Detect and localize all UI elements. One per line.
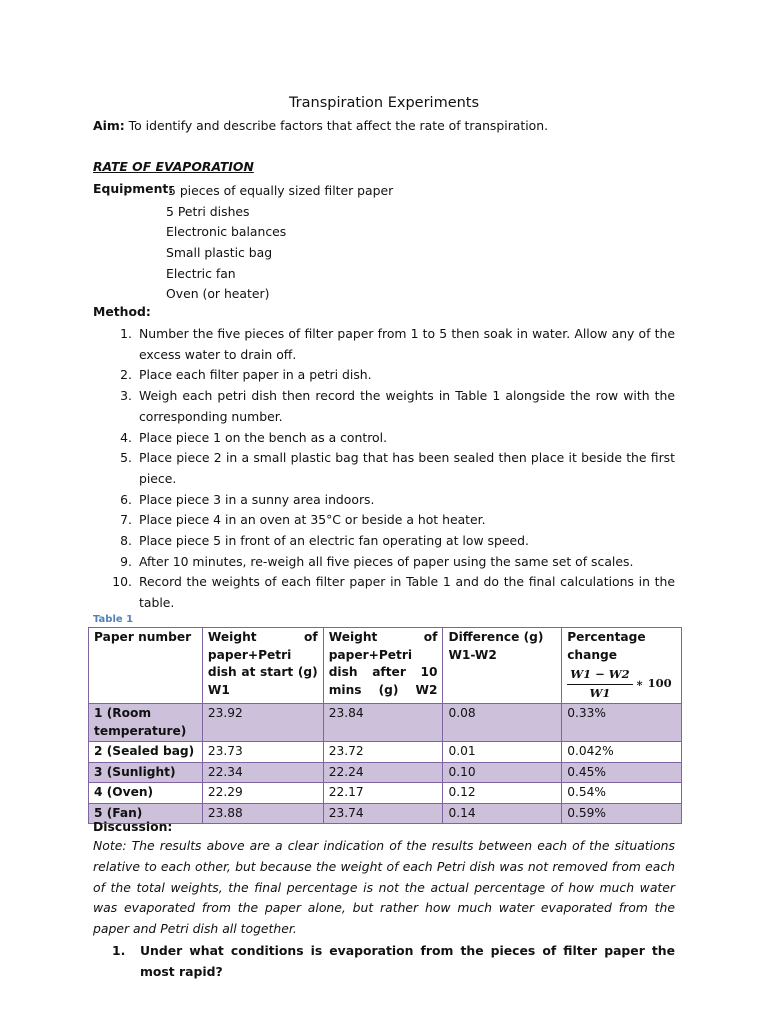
table-row [89,762,682,783]
aim-label: Aim: [93,118,125,133]
equipment-item: 5 Petri dishes [166,203,250,219]
aim-text: To identify and describe factors that affect the rate of transpiration. [128,118,549,133]
cell-paper: 1 (Room temperature) [89,704,203,742]
discussion-label: Discussion: [93,819,173,834]
cell-w2: 22.24 [323,762,443,783]
cell-paper: 5 (Fan) [89,803,203,824]
method-step: 8. Place piece 5 in front of an electric fan operating at low speed. [120,533,529,549]
discussion-question [112,941,675,983]
cell-w1: 22.34 [202,762,323,783]
header-difference: Difference (g) W1-W2 [443,628,562,704]
header-weight-after: Weight of paper+Petri dish after 10 mins (g) W2 [323,628,443,704]
equipment-item: 5 pieces of equally sized filter paper [168,183,394,198]
equipment-item: Electronic balances [166,224,287,240]
table-row [89,742,682,763]
equipment-item: Electric fan [166,265,236,281]
question-text: Under what conditions is evaporation from the pieces of filter paper the most rapid? [140,943,675,979]
cell-w1: 22.29 [202,783,323,804]
cell-difference: 0.12 [443,783,562,804]
header-weight-start: Weight of paper+Petri dish at start (g) W1 [202,628,323,704]
method-step: 5. Place piece 2 in a small plastic bag that has been sealed then place it beside the first piece. [120,450,675,486]
cell-percentage: 0.59% [562,803,682,824]
cell-w2: 23.72 [323,742,443,763]
cell-difference: 0.08 [443,704,562,742]
equipment-label: Equipment: [93,181,174,196]
cell-paper: 4 (Oven) [89,783,203,804]
method-step: 2. Place each filter paper in a petri dish. [120,367,372,383]
method-step: 7. Place piece 4 in an oven at 35°C or beside a hot heater. [120,512,486,528]
cell-difference: 0.01 [443,742,562,763]
method-step: 4. Place piece 1 on the bench as a control. [120,429,388,445]
cell-percentage: 0.45% [562,762,682,783]
cell-w1: 23.73 [202,742,323,763]
header-paper-number: Paper number [89,628,203,704]
results-table [88,627,682,824]
aim-line [93,118,548,133]
table-caption: Table 1 [93,614,134,625]
cell-w1: 23.92 [202,704,323,742]
cell-paper: 3 (Sunlight) [89,762,203,783]
equipment-item: Small plastic bag [166,245,273,261]
table-header-row [89,628,682,704]
discussion-note: Note: The results above are a clear indication of the results between each of the situations relative to each other, but because the weight of each Petri dish was not removed from each of the total weights, the final percentage is not the actual percentage of how much water was evaporated from the paper alone, but rather how much water evaporated from the paper and Petri dish all together. [93,838,675,937]
cell-percentage: 0.042% [562,742,682,763]
method-step: 10. Record the weights of each filter paper in Table 1 and do the final calculations in the table. [112,574,675,611]
question-number: 1. [112,943,126,958]
cell-difference: 0.10 [443,762,562,783]
method-step: 1. Number the five pieces of filter paper from 1 to 5 then soak in water. Allow any of the excess water to drain off. [120,326,675,362]
cell-percentage: 0.54% [562,783,682,804]
cell-paper: 2 (Sealed bag) [89,742,203,763]
section-heading: RATE OF EVAPORATION [93,159,254,174]
table-row [89,783,682,804]
header-percentage-change: Percentage change W1 − W2 W1 ∗ 100 [562,628,682,704]
cell-w2: 22.17 [323,783,443,804]
equipment-item: Oven (or heater) [166,286,270,302]
method-step: 3. Weigh each petri dish then record the weights in Table 1 alongside the row with the corresponding number. [120,388,675,424]
cell-difference: 0.14 [443,803,562,824]
cell-w2: 23.74 [323,803,443,824]
cell-w1: 23.88 [202,803,323,824]
cell-percentage: 0.33% [562,704,682,742]
equipment-list [166,181,393,305]
document-title: Transpiration Experiments [288,95,480,111]
method-step: 9. After 10 minutes, re-weigh all five pieces of paper using the same set of scales. [120,553,634,569]
method-step: 6. Place piece 3 in a sunny area indoors. [120,491,375,507]
table-row [89,704,682,742]
method-label: Method: [93,304,151,319]
percentage-formula: W1 − W2 W1 ∗ 100 [567,666,671,702]
table-row [89,803,682,824]
cell-w2: 23.84 [323,704,443,742]
method-steps [110,324,675,614]
